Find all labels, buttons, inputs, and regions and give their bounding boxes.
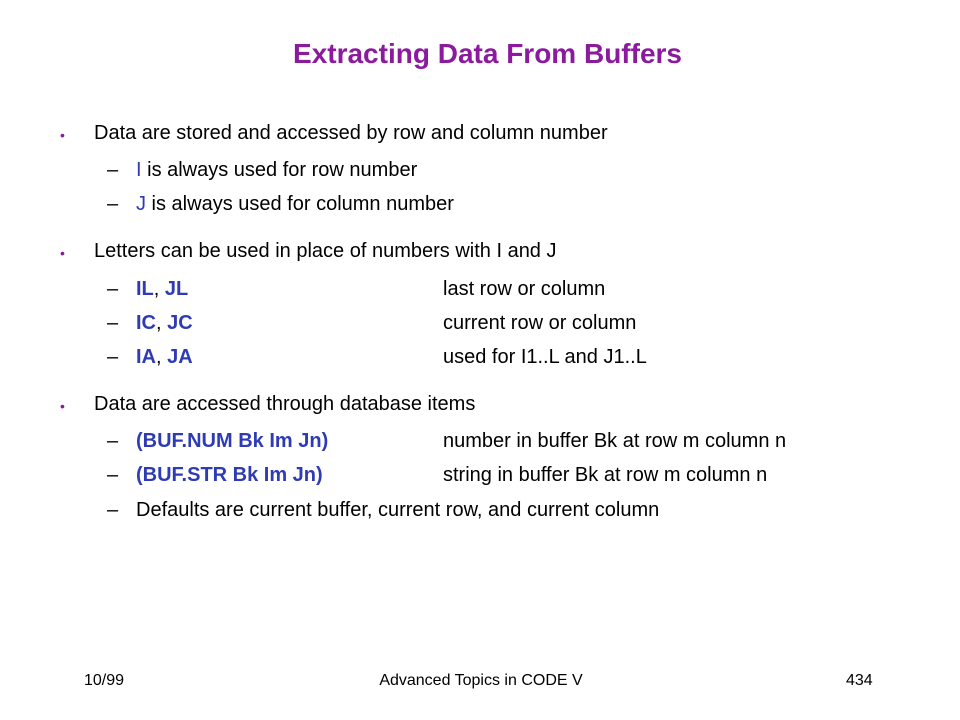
sub-bullet-text: Defaults are current buffer, current row, and current column — [136, 499, 660, 521]
column-index: JA — [167, 346, 193, 368]
dash-marker: – — [107, 346, 119, 368]
separator: , — [153, 278, 165, 300]
bullet-marker: • — [60, 127, 65, 143]
dash-marker: – — [107, 499, 119, 521]
row-index: IC — [136, 312, 156, 334]
dash-marker: – — [107, 312, 119, 334]
bullet-marker: • — [60, 398, 65, 414]
bullet-marker: • — [60, 245, 65, 261]
index-description: used for I1..L and J1..L — [443, 346, 647, 368]
database-item: (BUF.NUM Bk Im Jn) — [136, 430, 329, 452]
footer-course-text: Advanced Topics in CODE V — [379, 672, 583, 689]
bullet-text: Data are stored and accessed by row and column number — [94, 122, 608, 144]
highlight-term: I — [136, 159, 142, 181]
row-index: IL — [136, 278, 154, 300]
separator: , — [156, 346, 168, 368]
sub-bullet-text — [136, 158, 417, 182]
index-pair — [136, 345, 193, 369]
sub-bullet-text — [136, 192, 454, 216]
index-pair — [136, 311, 193, 335]
dash-marker: – — [107, 193, 119, 215]
footer-course-title — [0, 671, 960, 691]
dash-marker: – — [107, 278, 119, 300]
bullet-text: Letters can be used in place of numbers with I and J — [94, 240, 557, 262]
index-description: current row or column — [443, 312, 637, 334]
sub-bullet-rest: is always used for column number — [146, 193, 454, 215]
slide-title: Extracting Data From Buffers — [293, 38, 682, 69]
index-description: last row or column — [443, 278, 606, 300]
highlight-term: J — [136, 193, 146, 215]
separator: , — [156, 312, 168, 334]
database-item-description: string in buffer Bk at row m column n — [443, 464, 768, 486]
index-pair — [136, 277, 188, 301]
column-index: JC — [167, 312, 193, 334]
footer-page-number: 434 — [846, 672, 873, 689]
dash-marker: – — [107, 430, 119, 452]
column-index: JL — [164, 278, 189, 300]
database-item-description: number in buffer Bk at row m column n — [443, 430, 787, 452]
row-index: IA — [136, 346, 156, 368]
sub-bullet-rest: is always used for row number — [141, 159, 418, 181]
database-item: (BUF.STR Bk Im Jn) — [136, 464, 323, 486]
bullet-text: Data are accessed through database items — [94, 393, 476, 415]
footer-date: 10/99 — [84, 672, 125, 689]
dash-marker: – — [107, 159, 119, 181]
dash-marker: – — [107, 464, 119, 486]
